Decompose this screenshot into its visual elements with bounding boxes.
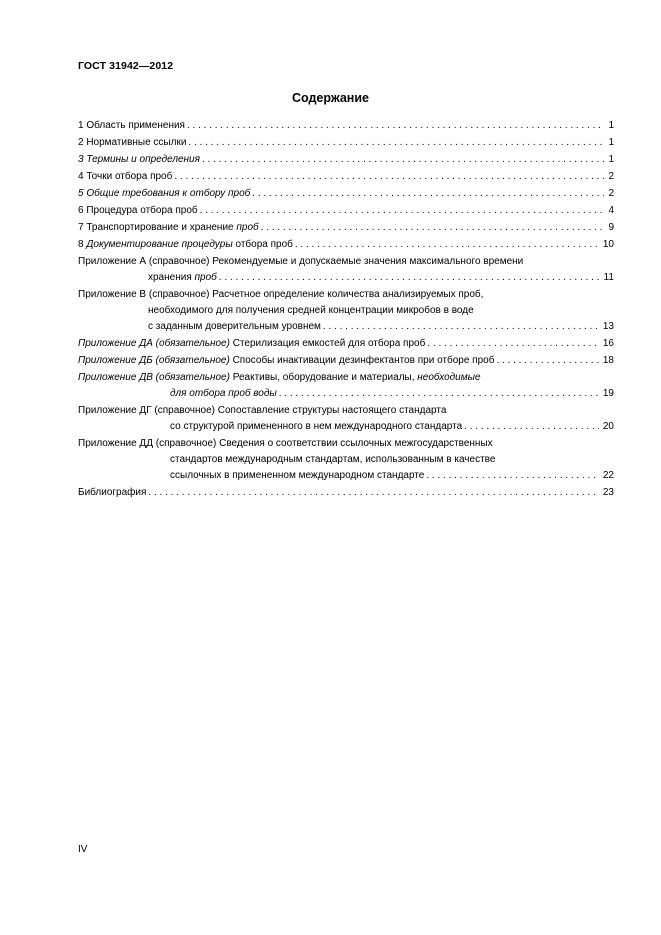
toc-leader-dots bbox=[187, 118, 604, 134]
toc-text-segment: 3 Термины и определения bbox=[78, 154, 200, 165]
toc-entry-text bbox=[170, 419, 462, 435]
toc-entry bbox=[78, 336, 614, 352]
toc-page-number: 4 bbox=[608, 205, 614, 216]
toc-page-number: 20 bbox=[602, 421, 614, 432]
toc-leader-dots bbox=[188, 135, 604, 151]
toc-entry-text bbox=[78, 353, 494, 369]
toc-line bbox=[78, 254, 614, 270]
toc-text-segment: хранения bbox=[148, 272, 195, 283]
toc-entry-text bbox=[78, 152, 200, 168]
toc-line bbox=[78, 370, 614, 386]
toc-text-segment: Приложение В (справочное) Расчетное определение количества анализируемых проб, bbox=[78, 289, 484, 300]
toc-line bbox=[78, 169, 614, 185]
toc-page-number: 2 bbox=[608, 188, 614, 199]
toc-leader-dots bbox=[148, 485, 598, 501]
toc-entry-text bbox=[148, 305, 474, 316]
toc-line bbox=[78, 118, 614, 134]
toc-text-segment: отбора проб bbox=[232, 239, 293, 250]
toc-entry bbox=[78, 186, 614, 202]
toc-line bbox=[78, 220, 614, 236]
toc-text-segment: Приложение ДА (обязательное) bbox=[78, 338, 230, 349]
toc-text-segment: Библиография bbox=[78, 487, 147, 498]
toc-entry bbox=[78, 353, 614, 369]
toc-text-segment: ссылочных в примененном международном стандарте bbox=[170, 470, 425, 481]
toc-line bbox=[78, 203, 614, 219]
toc-page-number: 1 bbox=[608, 120, 614, 131]
toc-leader-dots bbox=[496, 353, 598, 369]
toc-line bbox=[78, 419, 614, 435]
toc-line bbox=[78, 386, 614, 402]
toc-entry bbox=[78, 220, 614, 236]
toc-entry bbox=[78, 135, 614, 151]
table-of-contents bbox=[78, 118, 614, 502]
toc-text-segment: Документирование процедуры bbox=[86, 239, 233, 250]
toc-entry-text bbox=[78, 372, 481, 383]
toc-entry bbox=[78, 485, 614, 501]
toc-text-segment: стандартов международным стандартам, использованным в качестве bbox=[170, 454, 496, 465]
toc-text-segment: Приложение ДВ (обязательное) bbox=[78, 372, 230, 383]
toc-leader-dots bbox=[174, 169, 604, 185]
toc-leader-dots bbox=[279, 386, 599, 402]
toc-line bbox=[78, 237, 614, 253]
toc-entry-text bbox=[170, 454, 495, 465]
toc-line bbox=[78, 436, 614, 452]
toc-leader-dots bbox=[219, 270, 600, 286]
toc-page-number: 9 bbox=[608, 222, 614, 233]
toc-line bbox=[78, 468, 614, 484]
toc-line bbox=[78, 485, 614, 501]
toc-entry-text bbox=[78, 237, 293, 253]
toc-page-number: 1 bbox=[608, 154, 614, 165]
toc-page-number: 1 bbox=[608, 137, 614, 148]
toc-text-segment: проб bbox=[236, 222, 259, 233]
toc-entry-text bbox=[78, 118, 185, 134]
toc-text-segment: Приложение А (справочное) Рекомендуемые и допускаемые значения максимального времени bbox=[78, 256, 524, 267]
toc-entry bbox=[78, 152, 614, 168]
toc-page-number: 16 bbox=[602, 338, 614, 349]
toc-text-segment: Способы инактивации дезинфектантов при отборе проб bbox=[229, 355, 495, 366]
toc-entry bbox=[78, 254, 614, 286]
toc-page-number: 23 bbox=[602, 487, 614, 498]
page-title: Содержание bbox=[291, 91, 369, 105]
toc-leader-dots bbox=[202, 152, 604, 168]
toc-text-segment: с заданным доверительным уровнем bbox=[148, 321, 321, 332]
toc-entry-text bbox=[78, 169, 172, 185]
toc-entry-text bbox=[78, 220, 259, 236]
toc-line bbox=[78, 452, 614, 468]
toc-page-number: 19 bbox=[602, 388, 614, 399]
toc-text-segment: 4 Точки отбора проб bbox=[78, 171, 173, 182]
toc-text-segment: Приложение ДД (справочное) Сведения о соответствии ссылочных межгосударственных bbox=[78, 438, 493, 449]
toc-page-number: 11 bbox=[603, 272, 614, 283]
toc-page-number: 22 bbox=[602, 470, 614, 481]
page-number: IV bbox=[78, 844, 88, 855]
toc-line bbox=[78, 353, 614, 369]
toc-page-number: 10 bbox=[602, 239, 614, 250]
toc-text-segment: Приложение ДГ (справочное) Сопоставление структуры настоящего стандарта bbox=[78, 405, 447, 416]
toc-entry-text bbox=[78, 405, 446, 416]
toc-leader-dots bbox=[295, 237, 599, 253]
toc-entry-text bbox=[78, 485, 146, 501]
toc-text-segment: 6 Процедура отбора проб bbox=[78, 205, 198, 216]
toc-entry bbox=[78, 287, 614, 335]
toc-entry-text bbox=[78, 289, 483, 300]
toc-entry bbox=[78, 118, 614, 134]
toc-entry-text bbox=[148, 319, 321, 335]
toc-line bbox=[78, 186, 614, 202]
toc-text-segment: Реактивы, оборудование и материалы, bbox=[229, 372, 418, 383]
toc-entry-text bbox=[78, 186, 250, 202]
toc-text-segment: Приложение ДБ (обязательное) bbox=[78, 355, 230, 366]
toc-entry bbox=[78, 169, 614, 185]
toc-entry-text bbox=[78, 256, 523, 267]
toc-entry-text bbox=[148, 270, 217, 286]
toc-leader-dots bbox=[426, 468, 599, 484]
toc-entry-text bbox=[170, 468, 424, 484]
toc-line bbox=[78, 319, 614, 335]
toc-entry-text bbox=[78, 203, 198, 219]
toc-text-segment: проб bbox=[194, 272, 217, 283]
toc-line bbox=[78, 403, 614, 419]
toc-text-segment: 1 Область применения bbox=[78, 120, 185, 131]
toc-text-segment: необходимого для получения средней концентрации микробов в воде bbox=[148, 305, 474, 316]
toc-entry bbox=[78, 237, 614, 253]
toc-page-number: 2 bbox=[608, 171, 614, 182]
toc-line bbox=[78, 270, 614, 286]
toc-text-segment: 2 Нормативные ссылки bbox=[78, 137, 187, 148]
toc-page-number: 13 bbox=[602, 321, 614, 332]
toc-text-segment: необходимые bbox=[417, 372, 481, 383]
toc-text-segment: 8 bbox=[78, 239, 87, 250]
toc-text-segment: для отбора проб воды bbox=[170, 388, 277, 399]
toc-line bbox=[78, 152, 614, 168]
toc-entry bbox=[78, 370, 614, 402]
toc-text-segment: со структурой примененного в нем международного стандарта bbox=[170, 421, 463, 432]
toc-leader-dots bbox=[323, 319, 599, 335]
toc-leader-dots bbox=[427, 336, 599, 352]
toc-page-number: 18 bbox=[602, 355, 614, 366]
toc-text-segment: 5 Общие требования к отбору проб bbox=[78, 188, 251, 199]
toc-line bbox=[78, 303, 614, 319]
toc-entry-text bbox=[78, 336, 425, 352]
toc-line bbox=[78, 336, 614, 352]
toc-entry-text bbox=[78, 438, 493, 449]
toc-entry-text bbox=[78, 135, 186, 151]
toc-entry bbox=[78, 203, 614, 219]
toc-leader-dots bbox=[261, 220, 605, 236]
document-code: ГОСТ 31942—2012 bbox=[78, 60, 174, 72]
toc-leader-dots bbox=[200, 203, 605, 219]
toc-text-segment: 7 Транспортирование и хранение bbox=[78, 222, 237, 233]
toc-entry bbox=[78, 403, 614, 435]
toc-entry bbox=[78, 436, 614, 484]
toc-line bbox=[78, 135, 614, 151]
toc-entry-text bbox=[170, 386, 277, 402]
toc-text-segment: Стерилизация емкостей для отбора проб bbox=[229, 338, 426, 349]
toc-leader-dots bbox=[252, 186, 604, 202]
toc-line bbox=[78, 287, 614, 303]
toc-leader-dots bbox=[464, 419, 599, 435]
